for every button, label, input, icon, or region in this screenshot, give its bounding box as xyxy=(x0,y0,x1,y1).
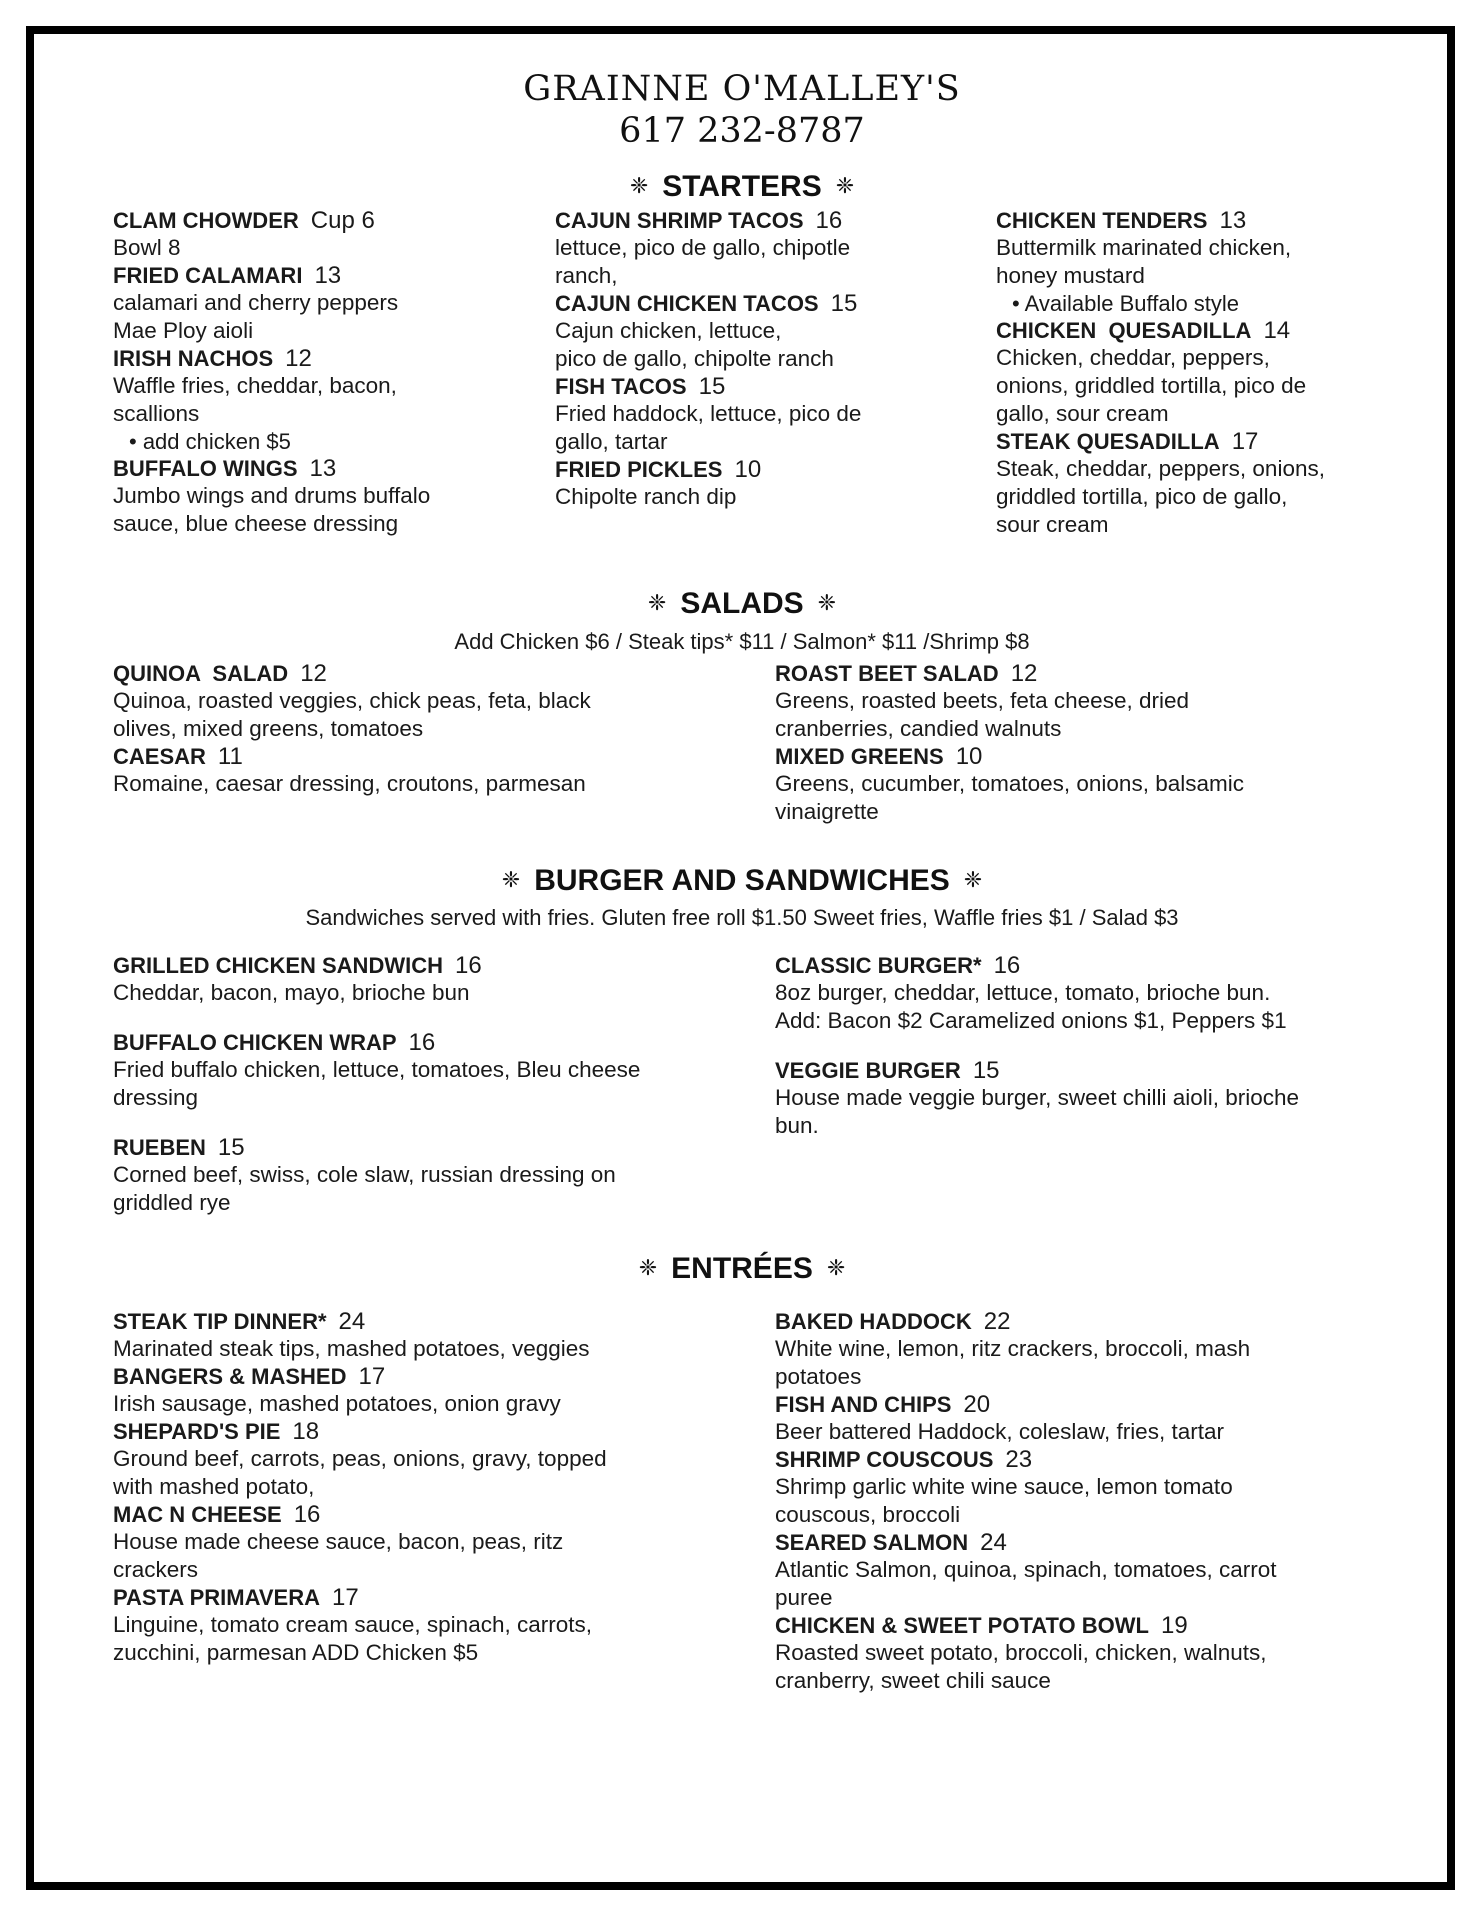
menu-item-name: SHEPARD'S PIE xyxy=(113,1419,281,1444)
menu-item-name: CHICKEN QUESADILLA xyxy=(996,318,1252,343)
menu-item-description: Fried haddock, lettuce, pico de gallo, tartar xyxy=(555,401,862,454)
menu-item-heading xyxy=(113,1308,753,1335)
salads-column-left xyxy=(113,660,753,798)
menu-item-heading xyxy=(775,1529,1415,1556)
menu-item-name: BUFFALO WINGS xyxy=(113,456,298,481)
menu-item-description: Corned beef, swiss, cole slaw, russian dressing on griddled rye xyxy=(113,1162,616,1215)
menu-item-price: 17 xyxy=(331,1584,359,1611)
menu-item-price: 13 xyxy=(314,262,342,289)
menu-item-price: 19 xyxy=(1161,1612,1188,1639)
menu-item-description: Chipolte ranch dip xyxy=(555,484,737,509)
ornament-icon: ❈ xyxy=(963,867,983,892)
menu-item-description: Beer battered Haddock, coleslaw, fries, tartar xyxy=(775,1419,1224,1444)
menu-item-description: Jumbo wings and drums buffalo sauce, blue cheese dressing xyxy=(113,483,431,536)
menu-item-name: FISH AND CHIPS xyxy=(775,1392,952,1417)
menu-item xyxy=(775,952,1415,1035)
menu-item-heading xyxy=(113,345,533,372)
starters-heading xyxy=(0,168,1484,205)
ornament-icon: ❈ xyxy=(835,173,855,198)
menu-item-heading xyxy=(113,1418,753,1445)
salads-addons-note: Add Chicken $6 / Steak tips* $11 / Salmon* $11 /Shrimp $8 xyxy=(454,629,1030,654)
menu-item-heading xyxy=(113,455,533,482)
menu-item-description: Buttermilk marinated chicken, honey mustard xyxy=(996,235,1292,288)
menu-item-price: 22 xyxy=(983,1308,1011,1335)
menu-item-name: ROAST BEET SALAD xyxy=(775,661,999,686)
menu-item xyxy=(555,456,975,511)
menu-item xyxy=(775,1308,1415,1391)
menu-item-name: CAJUN SHRIMP TACOS xyxy=(555,208,804,233)
menu-item-name: BUFFALO CHICKEN WRAP xyxy=(113,1030,397,1055)
menu-item-heading xyxy=(113,207,533,234)
menu-item-name: FRIED PICKLES xyxy=(555,457,723,482)
menu-item-name: SHRIMP COUSCOUS xyxy=(775,1447,994,1472)
menu-item-price: 24 xyxy=(980,1529,1007,1556)
menu-item-price: 16 xyxy=(455,952,482,979)
menu-item-heading xyxy=(113,1501,753,1528)
menu-item-price: 17 xyxy=(1231,428,1259,455)
ornament-icon: ❈ xyxy=(629,173,649,198)
menu-item-heading xyxy=(555,207,975,234)
burgers-heading xyxy=(0,862,1484,899)
menu-item-price: 23 xyxy=(1005,1446,1033,1473)
menu-item xyxy=(113,952,753,1007)
menu-item-heading xyxy=(113,952,753,979)
menu-item xyxy=(113,1308,753,1363)
ornament-icon: ❈ xyxy=(826,1255,846,1280)
menu-item xyxy=(113,1363,753,1418)
menu-item xyxy=(113,1134,753,1217)
menu-item xyxy=(555,290,975,373)
burgers-column-left xyxy=(113,952,753,1217)
menu-item-description: calamari and cherry peppers Mae Ploy aioli xyxy=(113,290,399,343)
burgers-sides-note: Sandwiches served with fries. Gluten free roll $1.50 Sweet fries, Waffle fries $1 / Salad $3 xyxy=(305,905,1179,930)
menu-item-price: 14 xyxy=(1263,317,1291,344)
menu-item-description: House made cheese sauce, bacon, peas, ritz crackers xyxy=(113,1529,564,1582)
menu-item-price: 12 xyxy=(1010,660,1038,687)
menu-item xyxy=(775,1612,1415,1695)
menu-item-description: House made veggie burger, sweet chilli aioli, brioche bun. xyxy=(775,1085,1300,1138)
menu-item-heading xyxy=(775,952,1415,979)
menu-item-heading xyxy=(113,1134,753,1161)
menu-item-description: Cheddar, bacon, mayo, brioche bun xyxy=(113,980,470,1005)
menu-item-heading xyxy=(996,428,1396,455)
restaurant-name: GRAINNE O'MALLEY'S xyxy=(523,69,961,109)
menu-item-price: 15 xyxy=(217,1134,245,1161)
menu-item-price: 12 xyxy=(285,345,312,372)
menu-item-name: MAC N CHEESE xyxy=(113,1502,282,1527)
menu-item xyxy=(113,1418,753,1501)
menu-item-heading xyxy=(996,207,1396,234)
menu-item-name: CAJUN CHICKEN TACOS xyxy=(555,291,819,316)
menu-item-name: SEARED SALMON xyxy=(775,1530,969,1555)
menu-item-price: 20 xyxy=(963,1391,991,1418)
menu-item-description: Bowl 8 xyxy=(113,235,181,260)
menu-item-description: Atlantic Salmon, quinoa, spinach, tomatoes, carrot puree xyxy=(775,1557,1277,1610)
menu-item-price: 24 xyxy=(338,1308,366,1335)
menu-item-description: 8oz burger, cheddar, lettuce, tomato, brioche bun. Add: Bacon $2 Caramelized onions $1, Peppers $1 xyxy=(775,980,1287,1033)
menu-item-heading xyxy=(775,1057,1415,1084)
menu-item-price: 15 xyxy=(972,1057,1000,1084)
menu-item-name: IRISH NACHOS xyxy=(113,346,274,371)
menu-item-price: 15 xyxy=(698,373,726,400)
menu-item-option: • Available Buffalo style xyxy=(1012,291,1240,316)
salads-column-right xyxy=(775,660,1415,826)
menu-item xyxy=(775,660,1415,743)
menu-item xyxy=(113,207,533,262)
menu-item xyxy=(113,345,533,455)
menu-item-name: BANGERS & MASHED xyxy=(113,1364,347,1389)
menu-item-description: Shrimp garlic white wine sauce, lemon tomato couscous, broccoli xyxy=(775,1474,1233,1527)
menu-item xyxy=(113,262,533,345)
menu-header xyxy=(0,68,1484,152)
menu-item-heading xyxy=(113,1029,753,1056)
menu-item-heading xyxy=(113,1363,753,1390)
menu-item-name: FRIED CALAMARI xyxy=(113,263,303,288)
menu-item-price: 16 xyxy=(293,1501,321,1528)
menu-item-heading xyxy=(555,456,975,483)
menu-item-heading xyxy=(775,1446,1415,1473)
burgers-column-right xyxy=(775,952,1415,1140)
menu-item-description: Linguine, tomato cream sauce, spinach, carrots, zucchini, parmesan ADD Chicken $5 xyxy=(113,1612,592,1665)
menu-item-heading xyxy=(996,317,1396,344)
burgers-title: BURGER AND SANDWICHES xyxy=(534,864,950,897)
menu-item-name: CAESAR xyxy=(113,744,206,769)
menu-item-heading xyxy=(775,1391,1415,1418)
ornament-icon: ❈ xyxy=(638,1255,658,1280)
menu-item xyxy=(996,428,1396,539)
menu-item xyxy=(775,1446,1415,1529)
menu-item-name: CLAM CHOWDER xyxy=(113,208,299,233)
starters-column-2 xyxy=(555,207,975,511)
menu-item-description: Roasted sweet potato, broccoli, chicken, walnuts, cranberry, sweet chili sauce xyxy=(775,1640,1267,1693)
menu-item-description: Greens, roasted beets, feta cheese, dried cranberries, candied walnuts xyxy=(775,688,1189,741)
menu-item-price: 11 xyxy=(217,743,243,770)
menu-item xyxy=(775,1529,1415,1612)
menu-item-name: RUEBEN xyxy=(113,1135,206,1160)
menu-item-price: 12 xyxy=(300,660,327,687)
menu-item-description: Ground beef, carrots, peas, onions, gravy, topped with mashed potato, xyxy=(113,1446,607,1499)
menu-item-description: Romaine, caesar dressing, croutons, parmesan xyxy=(113,771,586,796)
menu-item-option: • add chicken $5 xyxy=(129,429,291,454)
menu-item-name: QUINOA SALAD xyxy=(113,661,289,686)
entrees-column-right xyxy=(775,1308,1415,1695)
ornament-icon: ❈ xyxy=(647,590,667,615)
menu-item-price: 15 xyxy=(830,290,858,317)
menu-item-description: lettuce, pico de gallo, chipotle ranch, xyxy=(555,235,851,288)
starters-column-3 xyxy=(996,207,1396,539)
menu-item xyxy=(775,1057,1415,1140)
salads-title: SALADS xyxy=(680,587,804,620)
menu-item xyxy=(555,373,975,456)
menu-item-description: Cajun chicken, lettuce, pico de gallo, chipolte ranch xyxy=(555,318,834,371)
menu-item-name: VEGGIE BURGER xyxy=(775,1058,961,1083)
menu-item-name: STEAK QUESADILLA xyxy=(996,429,1220,454)
menu-item-name: STEAK TIP DINNER* xyxy=(113,1309,327,1334)
menu-item-name: CHICKEN TENDERS xyxy=(996,208,1208,233)
menu-item-name: MIXED GREENS xyxy=(775,744,944,769)
menu-item-price: Cup 6 xyxy=(310,207,375,234)
menu-item-heading xyxy=(113,1584,753,1611)
menu-item-price: 10 xyxy=(955,743,983,770)
menu-item xyxy=(113,660,753,743)
menu-item-description: Chicken, cheddar, peppers, onions, griddled tortilla, pico de gallo, sour cream xyxy=(996,345,1307,426)
menu-item-price: 13 xyxy=(1219,207,1247,234)
menu-item xyxy=(996,317,1396,428)
menu-item-heading xyxy=(113,660,753,687)
menu-item-heading xyxy=(555,290,975,317)
entrees-column-left xyxy=(113,1308,753,1667)
menu-item-price: 16 xyxy=(408,1029,436,1056)
menu-item-price: 18 xyxy=(292,1418,320,1445)
menu-item-name: CLASSIC BURGER* xyxy=(775,953,982,978)
menu-item-heading xyxy=(113,743,753,770)
menu-item xyxy=(555,207,975,290)
menu-item xyxy=(996,207,1396,317)
starters-title: STARTERS xyxy=(662,170,822,203)
menu-item-description: Irish sausage, mashed potatoes, onion gravy xyxy=(113,1391,561,1416)
menu-item-heading xyxy=(775,1612,1415,1639)
menu-item-heading xyxy=(555,373,975,400)
menu-item xyxy=(775,743,1415,826)
menu-item xyxy=(775,1391,1415,1446)
starters-column-1 xyxy=(113,207,533,538)
menu-item xyxy=(113,1501,753,1584)
menu-item-description: Steak, cheddar, peppers, onions, griddled tortilla, pico de gallo, sour cream xyxy=(996,456,1325,537)
menu-item-heading xyxy=(775,660,1415,687)
menu-item-description: Greens, cucumber, tomatoes, onions, balsamic vinaigrette xyxy=(775,771,1244,824)
salads-heading xyxy=(0,585,1484,622)
menu-item-name: PASTA PRIMAVERA xyxy=(113,1585,320,1610)
restaurant-phone: 617 232-8787 xyxy=(619,111,865,151)
menu-item-description: Waffle fries, cheddar, bacon, scallions xyxy=(113,373,397,426)
menu-item-description: Fried buffalo chicken, lettuce, tomatoes, Bleu cheese dressing xyxy=(113,1057,641,1110)
ornament-icon: ❈ xyxy=(817,590,837,615)
menu-item-price: 10 xyxy=(734,456,762,483)
menu-item-name: BAKED HADDOCK xyxy=(775,1309,972,1334)
menu-item xyxy=(113,455,533,538)
menu-item-heading xyxy=(775,743,1415,770)
menu-item-heading xyxy=(775,1308,1415,1335)
menu-item-price: 16 xyxy=(815,207,843,234)
entrees-title: ENTRÉES xyxy=(671,1252,813,1285)
menu-item-description: Marinated steak tips, mashed potatoes, veggies xyxy=(113,1336,590,1361)
menu-item-price: 16 xyxy=(993,952,1021,979)
menu-item-description: Quinoa, roasted veggies, chick peas, feta, black olives, mixed greens, tomatoes xyxy=(113,688,591,741)
menu-item-name: GRILLED CHICKEN SANDWICH xyxy=(113,953,443,978)
menu-item-price: 17 xyxy=(358,1363,386,1390)
menu-item xyxy=(113,1584,753,1667)
menu-item-name: CHICKEN & SWEET POTATO BOWL xyxy=(775,1613,1149,1638)
entrees-heading xyxy=(0,1250,1484,1287)
menu-item-price: 13 xyxy=(309,455,337,482)
menu-item xyxy=(113,743,753,798)
menu-item-heading xyxy=(113,262,533,289)
menu-item xyxy=(113,1029,753,1112)
menu-item-name: FISH TACOS xyxy=(555,374,687,399)
menu-item-description: White wine, lemon, ritz crackers, broccoli, mash potatoes xyxy=(775,1336,1251,1389)
ornament-icon: ❈ xyxy=(501,867,521,892)
